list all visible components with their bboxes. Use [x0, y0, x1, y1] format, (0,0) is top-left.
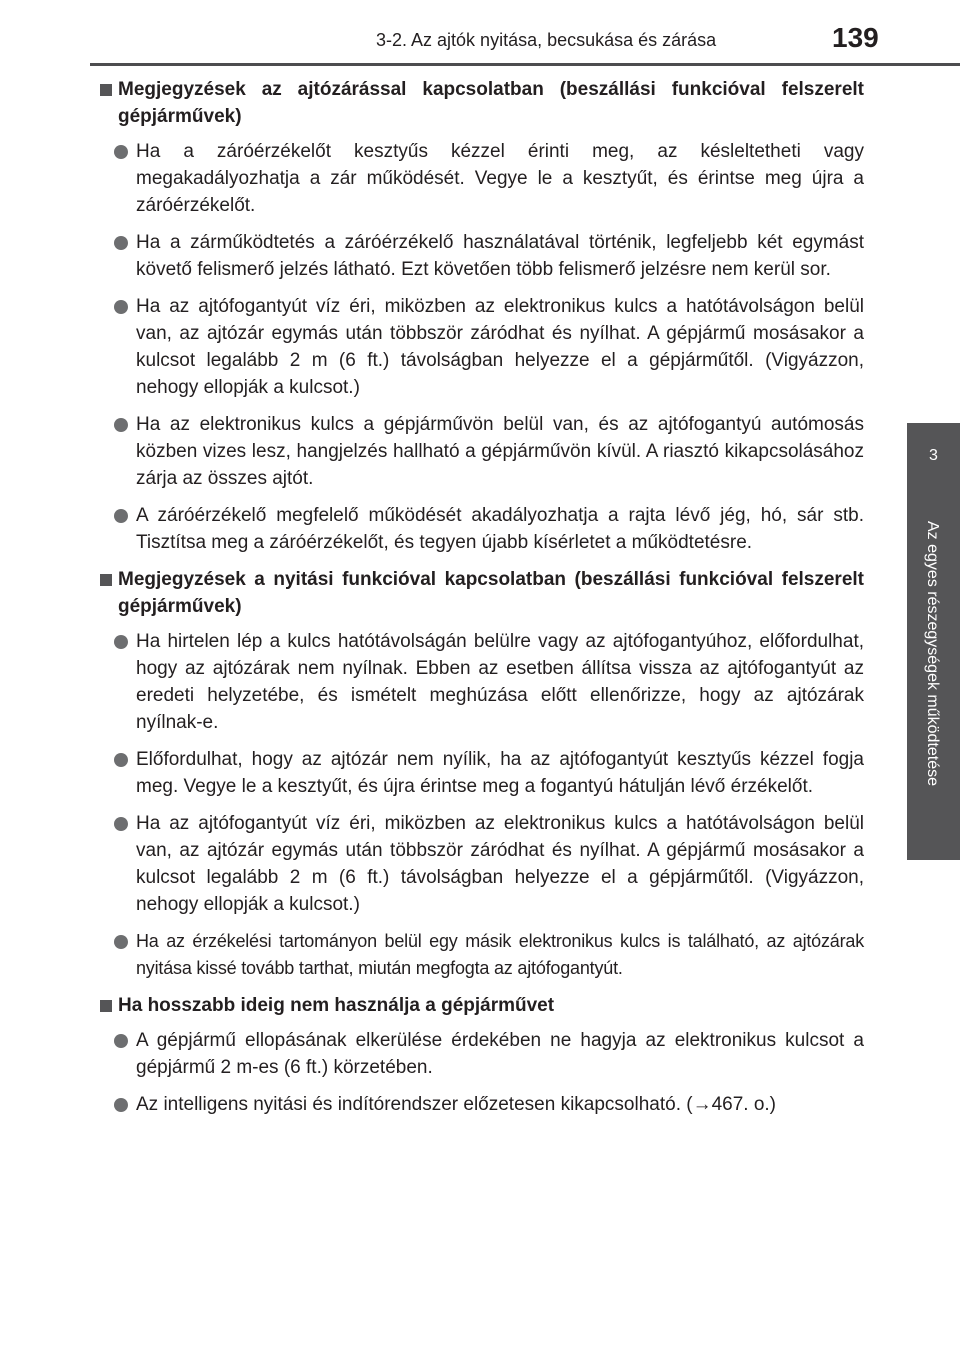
circle-bullet-icon: [114, 635, 128, 649]
list-item: Előfordulhat, hogy az ajtózár nem nyílik, ha az ajtófogantyút kesztyűs kézzel fogja meg. Vegye le a kesztyűt, és újra érintse meg a fogantyú hátulján lévő érzékelőt.: [98, 746, 864, 800]
list-item: Ha a zárműködtetés a záróérzékelő használatával történik, legfeljebb két egymást követő felismerő jelzés látható. Ezt követően több felismerő jelzésre nem kerül sor.: [98, 229, 864, 283]
list-item: Ha az ajtófogantyút víz éri, miközben az elektronikus kulcs a hatótávolságon belül van, az ajtózár egymás után többször záródhat és nyílhat. A gépjármű mosásakor a kulcsot legalább 2 m (6 ft.) távolságban helyezze el a gépjárműtől. (Vigyázzon, nehogy ellopják a kulcsot.): [98, 810, 864, 918]
page-number: 139: [832, 22, 879, 53]
section-door-lock-notes: [98, 76, 864, 556]
chapter-number: 3: [929, 447, 938, 464]
circle-bullet-icon: [114, 145, 128, 159]
circle-bullet-icon: [114, 817, 128, 831]
square-bullet-icon: [100, 1000, 112, 1012]
running-header-title: 3-2. Az ajtók nyitása, becsukása és zárása: [376, 30, 717, 50]
square-bullet-icon: [100, 84, 112, 96]
list-item: Ha a záróérzékelőt kesztyűs kézzel érinti meg, az késleltetheti vagy megakadályozhatja a zár működését. Vegye le a kesztyűt, és érintse meg újra a záróérzékelőt.: [98, 138, 864, 219]
square-bullet-icon: [100, 574, 112, 586]
section-heading: Megjegyzések a nyitási funkcióval kapcsolatban (beszállási funkcióval felszerelt gépjárművek): [98, 566, 864, 620]
section-heading: Megjegyzések az ajtózárással kapcsolatban (beszállási funkcióval felszerelt gépjárművek): [98, 76, 864, 130]
header-rule: [90, 63, 960, 66]
circle-bullet-icon: [114, 509, 128, 523]
section-long-term-storage: [98, 992, 864, 1118]
list-item: Ha hirtelen lép a kulcs hatótávolságán belülre vagy az ajtófogantyúhoz, előfordulhat, hogy az ajtózárak nem nyílnak. Ebben az esetben állítsa vissza az ajtófogantyút az eredeti helyzetébe, és ismételt meghúzása előtt ellenőrizze, hogy az ajtózárak nyílnak-e.: [98, 628, 864, 736]
chapter-side-tab: [907, 423, 960, 860]
list-item: Ha az ajtófogantyút víz éri, miközben az elektronikus kulcs a hatótávolságon belül van, az ajtózár egymás után többször záródhat és nyílhat. A gépjármű mosásakor a kulcsot legalább 2 m (6 ft.) távolságban helyezze el a gépjárműtől. (Vigyázzon, nehogy ellopják a kulcsot.): [98, 293, 864, 401]
circle-bullet-icon: [114, 418, 128, 432]
circle-bullet-icon: [114, 236, 128, 250]
circle-bullet-icon: [114, 300, 128, 314]
list-item: A gépjármű ellopásának elkerülése érdekében ne hagyja az elektronikus kulcsot a gépjármű 2 m-es (6 ft.) körzetében.: [98, 1027, 864, 1081]
chapter-title: Az egyes részegységek működtetése: [924, 521, 941, 787]
circle-bullet-icon: [114, 1098, 128, 1112]
list-item: Ha az érzékelési tartományon belül egy másik elektronikus kulcs is található, az ajtózárak nyitása kissé tovább tarthat, miután megfogta az ajtófogantyút.: [98, 928, 864, 982]
list-item: A záróérzékelő megfelelő működését akadályozhatja a rajta lévő jég, hó, sár stb. Tisztítsa meg a záróérzékelőt, és tegyen újabb kísérletet a működtetésre.: [98, 502, 864, 556]
list-item: Az intelligens nyitási és indítórendszer előzetesen kikapcsolható. (→467. o.): [98, 1091, 864, 1118]
circle-bullet-icon: [114, 935, 128, 949]
list-item: Ha az elektronikus kulcs a gépjárművön belül van, és az ajtófogantyú autómosás közben vizes lesz, hangjelzés hallható a gépjárművön kívül. A riasztó kikapcsolásához zárja az összes ajtót.: [98, 411, 864, 492]
section-heading: Ha hosszabb ideig nem használja a gépjárművet: [98, 992, 864, 1019]
page-content: [98, 76, 864, 1128]
section-unlock-notes: [98, 566, 864, 982]
circle-bullet-icon: [114, 753, 128, 767]
circle-bullet-icon: [114, 1034, 128, 1048]
